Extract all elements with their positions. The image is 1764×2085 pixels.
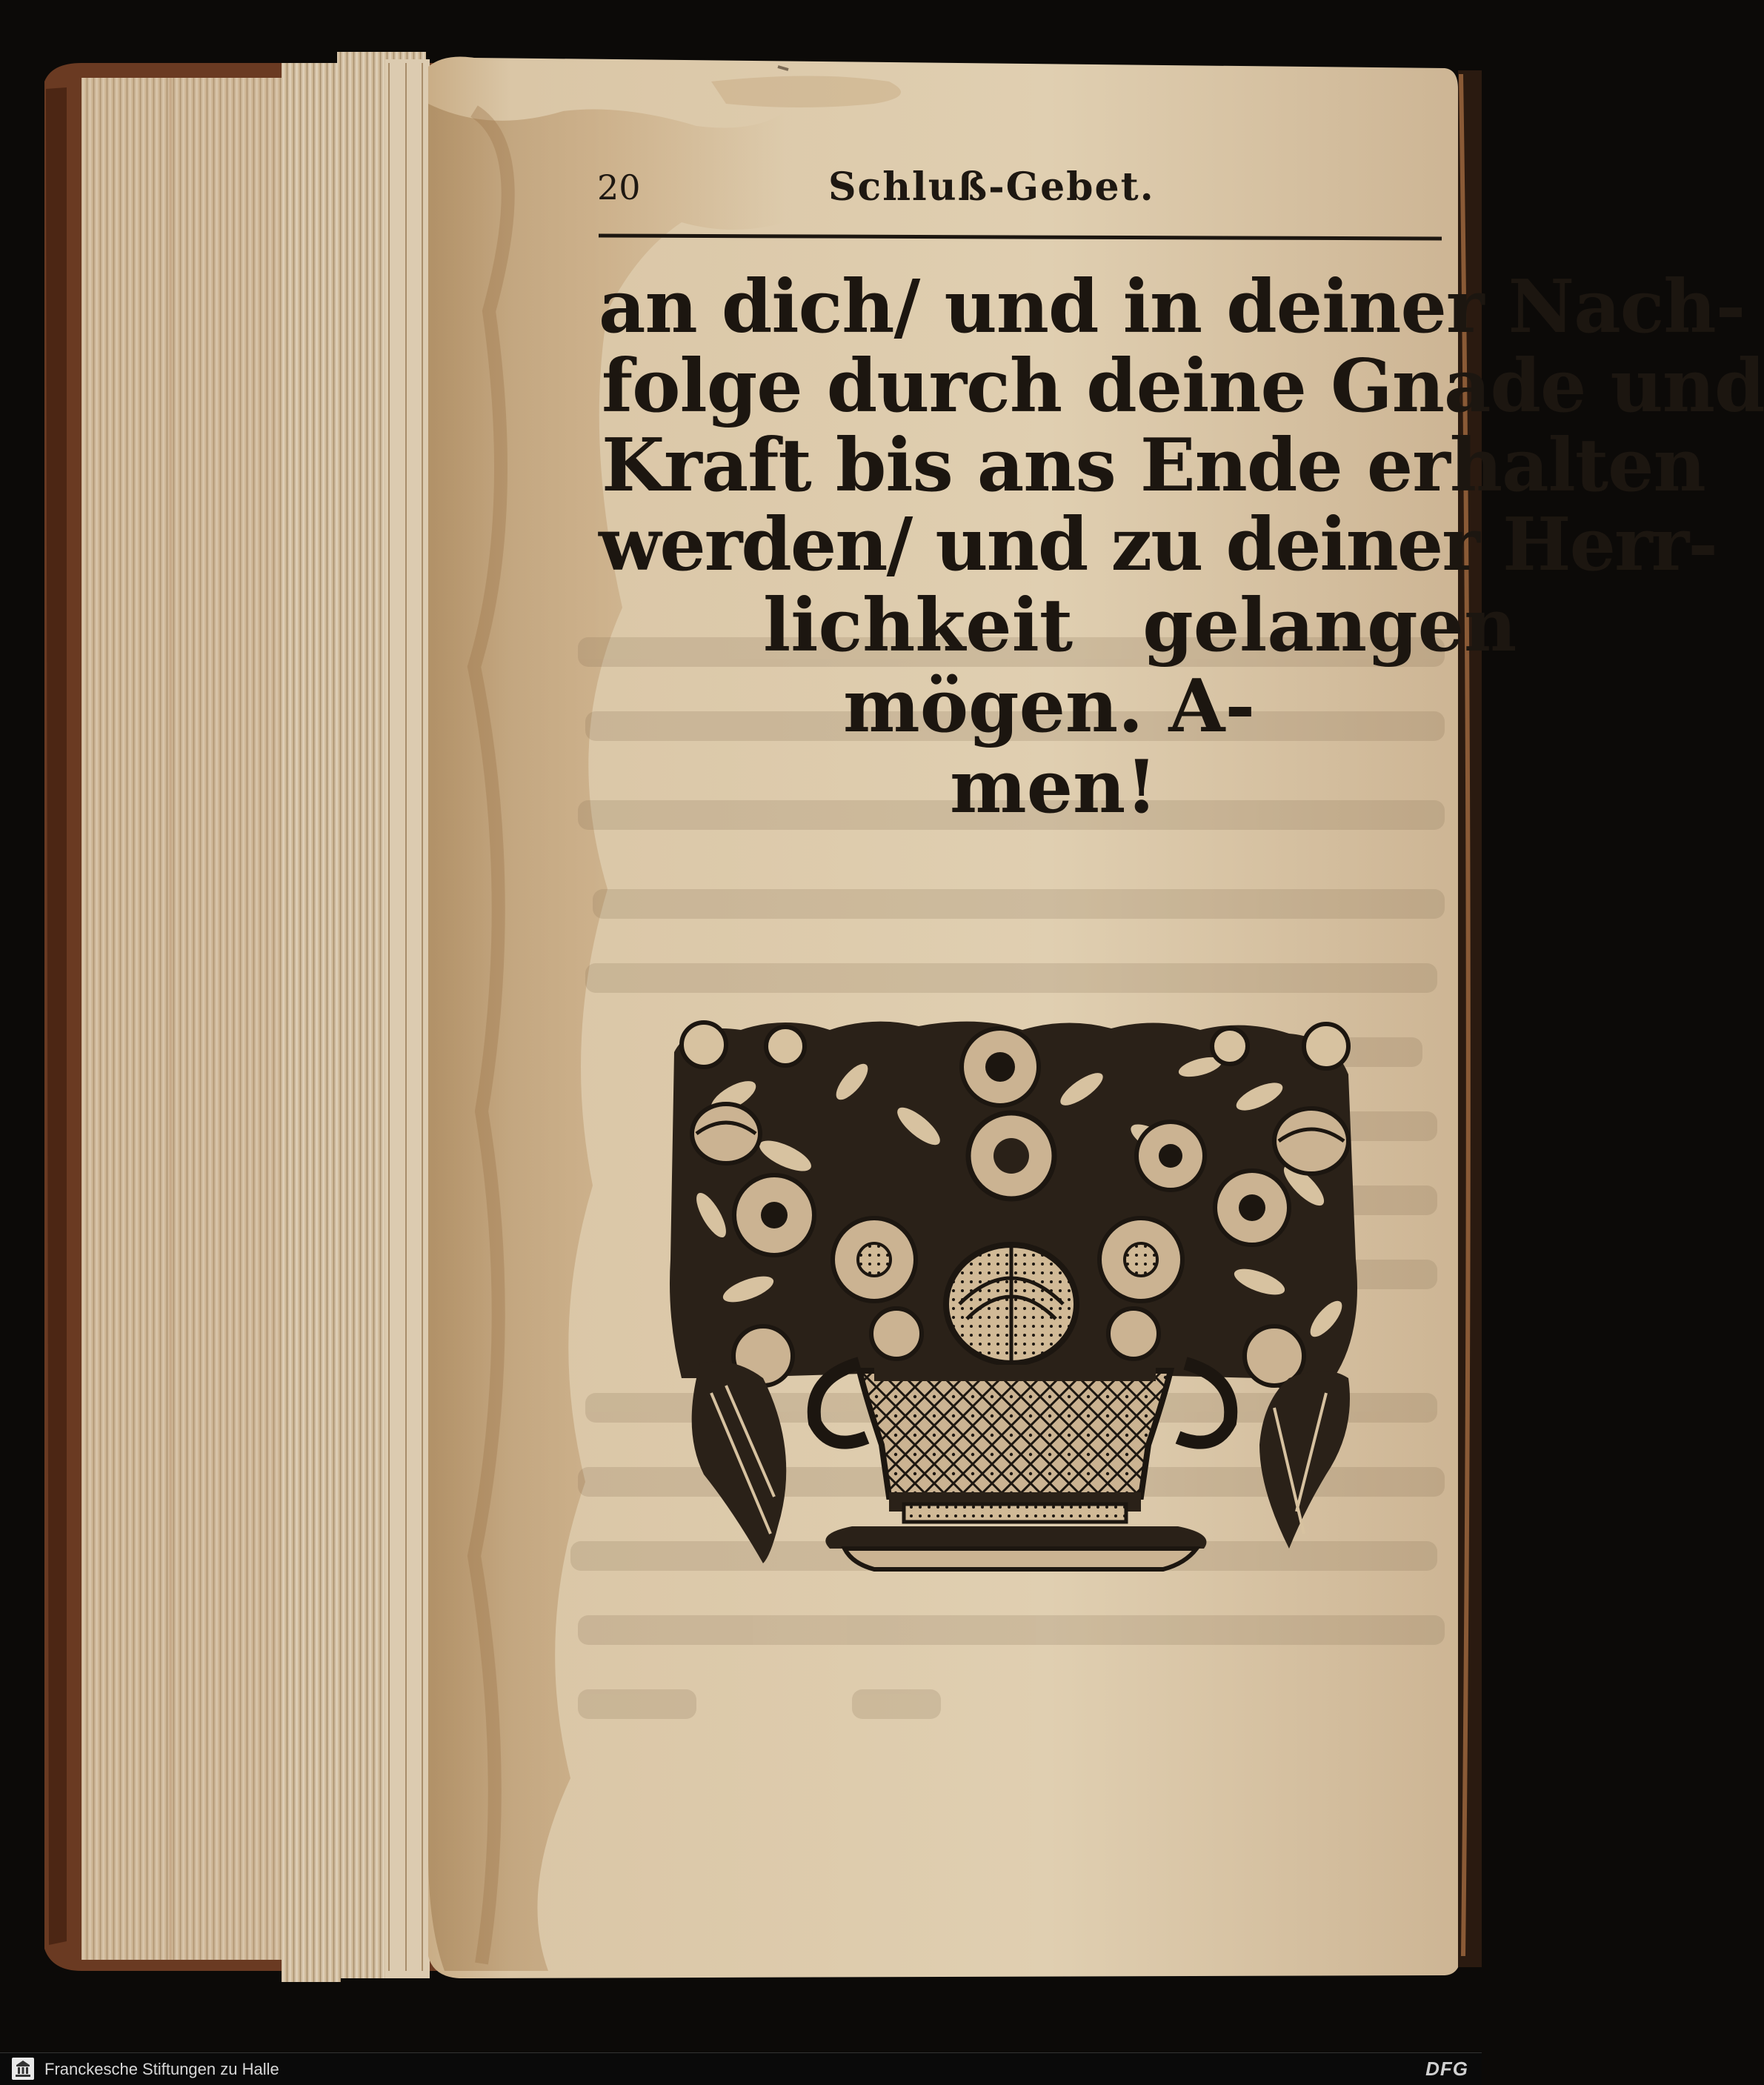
running-title: Schluß-Gebet. xyxy=(828,164,1155,210)
body-line: an dich/ und in deiner Nach- xyxy=(599,265,1745,350)
body-line: lichkeit gelangen xyxy=(763,583,1517,668)
provider-logo[interactable]: DFG xyxy=(1425,2058,1468,2080)
body-line: Kraft bis ans Ende erhalten xyxy=(602,423,1705,508)
page-number: 20 xyxy=(597,167,641,207)
institution-logo-icon xyxy=(12,2058,34,2080)
footer-bar xyxy=(0,2052,1482,2085)
body-line: men! xyxy=(950,745,1158,830)
body-line: folge durch deine Gnade und xyxy=(602,344,1764,429)
body-line: mögen. A- xyxy=(843,664,1256,749)
body-line: werden/ und zu deiner Herr- xyxy=(599,502,1717,588)
institution-name[interactable]: Franckesche Stiftungen zu Halle xyxy=(44,2060,279,2078)
